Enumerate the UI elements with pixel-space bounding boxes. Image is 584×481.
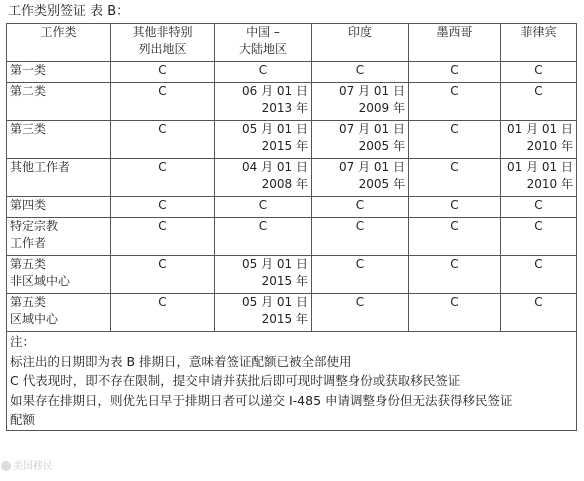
table-cell-line: 07 月 01 日 bbox=[339, 84, 405, 98]
table-cell-line: C bbox=[158, 84, 167, 98]
table-cell bbox=[501, 159, 577, 197]
table-row bbox=[7, 159, 577, 197]
table-cell bbox=[215, 218, 312, 256]
table-row bbox=[7, 294, 577, 332]
table-cell bbox=[501, 294, 577, 332]
row-label-line: 特定宗教 bbox=[10, 219, 59, 233]
row-label bbox=[7, 83, 111, 121]
table-cell-line: C bbox=[158, 198, 167, 212]
table-cell-line: 2008 年 bbox=[261, 177, 308, 191]
table-cell-line: C bbox=[158, 160, 167, 174]
table-cell-line: C bbox=[450, 63, 459, 77]
table-cell-line: C bbox=[534, 63, 543, 77]
table-cell-line: 01 月 01 日 bbox=[507, 160, 573, 174]
table-row bbox=[7, 83, 577, 121]
table-cell bbox=[312, 121, 409, 159]
table-cell-line: 2013 年 bbox=[261, 101, 308, 115]
column-header-line: 中国 – bbox=[246, 25, 280, 39]
row-label-line: 第二类 bbox=[10, 84, 47, 98]
notes-row bbox=[7, 332, 577, 431]
row-label-line: 第五类 bbox=[10, 295, 47, 309]
table-cell bbox=[215, 197, 312, 218]
table-cell-line: C bbox=[450, 295, 459, 309]
table-header-row bbox=[7, 24, 577, 62]
table-cell-line: 2015 年 bbox=[261, 274, 308, 288]
table-cell-line: C bbox=[355, 219, 365, 233]
column-header bbox=[312, 24, 409, 62]
table-cell bbox=[501, 83, 577, 121]
table-cell-line: C bbox=[450, 219, 459, 233]
table-cell-line: C bbox=[534, 257, 543, 271]
table-cell bbox=[312, 159, 409, 197]
table-cell-line: 07 月 01 日 bbox=[339, 122, 405, 136]
table-cell-line: C bbox=[450, 257, 459, 271]
table-cell bbox=[312, 62, 409, 83]
notes-cell bbox=[7, 332, 577, 431]
column-header bbox=[7, 24, 111, 62]
note-line: 标注出的日期即为表 B 排期日，意味着签证配额已被全部使用 bbox=[10, 353, 352, 369]
table-cell-line: 05 月 01 日 bbox=[242, 257, 308, 271]
table-cell bbox=[111, 256, 215, 294]
row-label bbox=[7, 294, 111, 332]
table-cell-line: C bbox=[450, 160, 459, 174]
visa-bulletin-table bbox=[6, 23, 577, 431]
table-cell-line: C bbox=[450, 122, 459, 136]
table-row bbox=[7, 62, 577, 83]
table-cell bbox=[215, 294, 312, 332]
row-label bbox=[7, 218, 111, 256]
table-cell-line: C bbox=[355, 295, 365, 309]
table-cell bbox=[501, 121, 577, 159]
table-cell-line: 2005 年 bbox=[358, 177, 405, 191]
table-cell bbox=[215, 256, 312, 294]
table-cell-line: C bbox=[158, 257, 167, 271]
table-cell bbox=[312, 294, 409, 332]
row-label-line: 非区域中心 bbox=[10, 274, 71, 288]
table-cell-line: 2010 年 bbox=[526, 139, 573, 153]
table-row bbox=[7, 197, 577, 218]
table-cell-line: 2010 年 bbox=[526, 177, 573, 191]
row-label-line: 区域中心 bbox=[10, 312, 59, 326]
table-cell-line: 05 月 01 日 bbox=[242, 122, 308, 136]
column-header bbox=[215, 24, 312, 62]
row-label bbox=[7, 159, 111, 197]
table-cell bbox=[215, 121, 312, 159]
table-cell-line: 04 月 01 日 bbox=[242, 160, 308, 174]
table-cell bbox=[312, 197, 409, 218]
table-cell bbox=[409, 83, 501, 121]
table-cell bbox=[409, 197, 501, 218]
table-cell-line: C bbox=[158, 219, 167, 233]
table-cell-line: C bbox=[158, 295, 167, 309]
table-cell-line: 2009 年 bbox=[358, 101, 405, 115]
table-cell-line: C bbox=[355, 198, 365, 212]
row-label-line: 第三类 bbox=[10, 122, 47, 136]
table-cell-line: C bbox=[534, 84, 543, 98]
column-header-line: 菲律宾 bbox=[520, 25, 557, 39]
table-cell-line: C bbox=[450, 84, 459, 98]
table-cell bbox=[312, 218, 409, 256]
column-header-line: 大陆地区 bbox=[238, 42, 287, 56]
table-cell bbox=[409, 159, 501, 197]
table-cell bbox=[501, 256, 577, 294]
table-cell-line: 06 月 01 日 bbox=[242, 84, 308, 98]
table-cell bbox=[111, 62, 215, 83]
table-cell bbox=[111, 294, 215, 332]
table-row bbox=[7, 121, 577, 159]
column-header-line: 列出地区 bbox=[138, 42, 187, 56]
table-cell-line: 2015 年 bbox=[261, 312, 308, 326]
table-cell bbox=[409, 256, 501, 294]
table-cell-line: 05 月 01 日 bbox=[242, 295, 308, 309]
table-cell bbox=[501, 197, 577, 218]
table-cell-line: C bbox=[355, 63, 365, 77]
table-cell bbox=[111, 197, 215, 218]
column-header-line: 其他非特别 bbox=[132, 25, 193, 39]
table-cell bbox=[111, 83, 215, 121]
table-cell-line: 2005 年 bbox=[358, 139, 405, 153]
watermark-text: 美国移民 bbox=[13, 461, 53, 472]
table-cell bbox=[111, 159, 215, 197]
table-cell bbox=[111, 218, 215, 256]
table-row bbox=[7, 218, 577, 256]
column-header bbox=[501, 24, 577, 62]
table-cell-line: C bbox=[158, 63, 167, 77]
table-cell-line: 01 月 01 日 bbox=[507, 122, 573, 136]
row-label-line: 第四类 bbox=[10, 198, 47, 212]
table-cell bbox=[312, 256, 409, 294]
table-cell-line: C bbox=[258, 63, 268, 77]
table-cell bbox=[501, 62, 577, 83]
column-header bbox=[409, 24, 501, 62]
table-cell-line: C bbox=[450, 198, 459, 212]
row-label-line: 第五类 bbox=[10, 257, 47, 271]
table-cell-line: C bbox=[258, 219, 268, 233]
table-cell-line: C bbox=[534, 295, 543, 309]
table-cell-line: C bbox=[258, 198, 268, 212]
table-cell bbox=[409, 121, 501, 159]
row-label bbox=[7, 121, 111, 159]
note-line: 如果存在排期日，则优先日早于排期日者可以递交 I-485 申请调整身份但无法获得移民签证 bbox=[10, 392, 513, 408]
wechat-logo-icon bbox=[1, 461, 11, 471]
table-cell-line: C bbox=[534, 198, 543, 212]
table-cell bbox=[111, 121, 215, 159]
column-header bbox=[111, 24, 215, 62]
table-cell bbox=[409, 294, 501, 332]
watermark bbox=[1, 457, 53, 472]
table-cell bbox=[501, 218, 577, 256]
row-label bbox=[7, 62, 111, 83]
column-header-line: 印度 bbox=[347, 25, 372, 39]
table-cell bbox=[312, 83, 409, 121]
table-cell bbox=[215, 62, 312, 83]
table-cell bbox=[409, 62, 501, 83]
table-cell-line: 07 月 01 日 bbox=[339, 160, 405, 174]
row-label bbox=[7, 256, 111, 294]
table-cell-line: 2015 年 bbox=[261, 139, 308, 153]
column-header-line: 工作类 bbox=[40, 25, 77, 39]
table-cell bbox=[409, 218, 501, 256]
row-label-line: 第一类 bbox=[10, 63, 47, 77]
row-label-line: 工作者 bbox=[10, 236, 47, 250]
table-cell-line: C bbox=[158, 122, 167, 136]
page-title: 工作类别签证 表 B： bbox=[8, 4, 130, 19]
table-cell bbox=[215, 159, 312, 197]
table-cell bbox=[215, 83, 312, 121]
row-label bbox=[7, 197, 111, 218]
table-cell-line: C bbox=[534, 219, 543, 233]
note-line: C 代表现时，即不存在限制，提交申请并获批后即可现时调整身份或获取移民签证 bbox=[10, 373, 461, 388]
table-row bbox=[7, 256, 577, 294]
note-line: 配额 bbox=[10, 412, 36, 427]
column-header-line: 墨西哥 bbox=[436, 25, 473, 39]
row-label-line: 其他工作者 bbox=[10, 160, 71, 174]
table-cell-line: C bbox=[355, 257, 365, 271]
note-line: 注： bbox=[10, 334, 36, 349]
